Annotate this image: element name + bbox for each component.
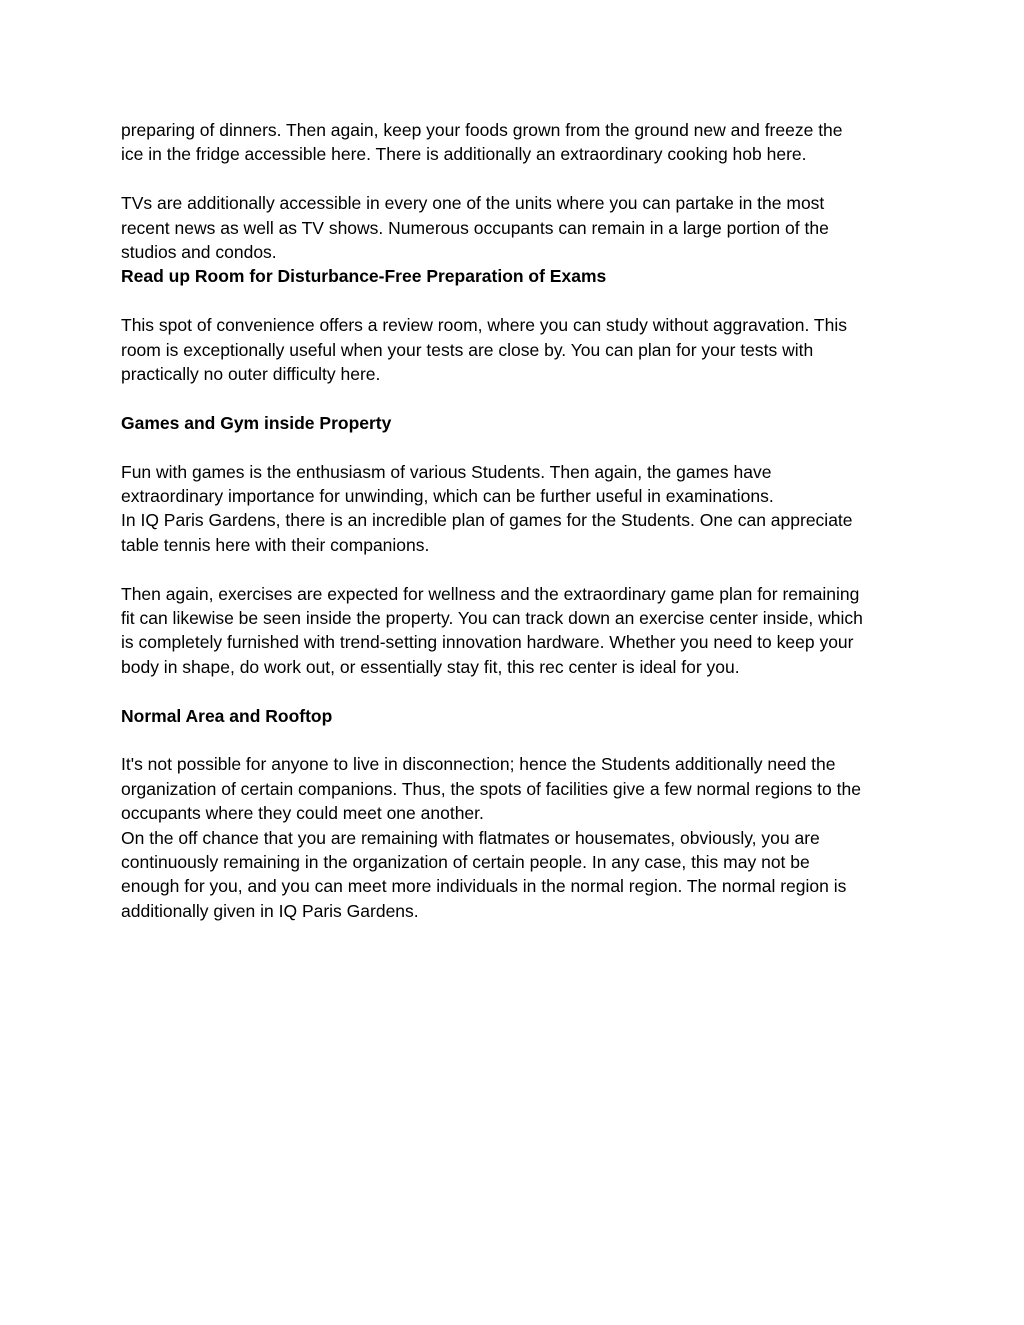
paragraph-kitchen — [121, 118, 911, 167]
text-line: is completely furnished with trend-setting innovation hardware. Whether you need to keep your — [121, 632, 854, 653]
text-line: recent news as well as TV shows. Numerous occupants can remain in a large portion of the — [121, 217, 829, 238]
paragraph-study-room — [121, 313, 911, 386]
paragraph-gap — [121, 435, 911, 459]
paragraph-gap — [121, 386, 911, 410]
text-line: continuously remaining in the organization of certain people. In any case, this may not be — [121, 852, 810, 873]
text-line: ice in the fridge accessible here. There is additionally an extraordinary cooking hob here. — [121, 144, 807, 165]
text-line: table tennis here with their companions. — [121, 534, 430, 555]
text-line: occupants where they could meet one another. — [121, 803, 484, 824]
text-line: TVs are additionally accessible in every one of the units where you can partake in the most — [121, 193, 825, 214]
text-line: In IQ Paris Gardens, there is an incredible plan of games for the Students. One can appreciate — [121, 510, 853, 531]
text-line: preparing of dinners. Then again, keep your foods grown from the ground new and freeze the — [121, 120, 843, 140]
text-line: body in shape, do work out, or essentially stay fit, this rec center is ideal for you. — [121, 656, 740, 677]
paragraph-normal-area — [121, 752, 911, 923]
paragraph-games — [121, 460, 911, 558]
paragraph-gap — [121, 728, 911, 752]
paragraph-gym — [121, 582, 911, 680]
text-line: organization of certain companions. Thus, the spots of facilities give a few normal regions to the — [121, 778, 861, 799]
text-line: studios and condos. — [121, 242, 277, 263]
document-page — [121, 118, 911, 923]
text-line: It's not possible for anyone to live in disconnection; hence the Students additionally need the — [121, 754, 836, 775]
paragraph-gap — [121, 557, 911, 581]
heading-text: Read up Room for Disturbance-Free Preparation of Exams — [121, 266, 607, 287]
text-line: Then again, exercises are expected for wellness and the extraordinary game plan for remaining — [121, 583, 860, 604]
text-line: On the off chance that you are remaining with flatmates or housemates, obviously, you are — [121, 827, 820, 848]
text-line: extraordinary importance for unwinding, which can be further useful in examinations. — [121, 486, 774, 507]
heading-text: Games and Gym inside Property — [121, 412, 392, 433]
text-line: room is exceptionally useful when your tests are close by. You can plan for your tests with — [121, 339, 814, 360]
paragraph-gap — [121, 289, 911, 313]
text-line: Fun with games is the enthusiasm of various Students. Then again, the games have — [121, 461, 772, 482]
heading-text: Normal Area and Rooftop — [121, 705, 333, 726]
heading-normal-area — [121, 704, 911, 728]
paragraph-gap — [121, 679, 911, 703]
paragraph-tv — [121, 191, 911, 264]
text-line: fit can likewise be seen inside the property. You can track down an exercise center inside, which — [121, 608, 863, 629]
text-line: This spot of convenience offers a review room, where you can study without aggravation. This — [121, 315, 847, 336]
heading-study-room — [121, 264, 911, 288]
heading-games-gym — [121, 411, 911, 435]
text-line: practically no outer difficulty here. — [121, 364, 381, 385]
text-line: additionally given in IQ Paris Gardens. — [121, 900, 419, 921]
text-line: enough for you, and you can meet more individuals in the normal region. The normal region is — [121, 876, 847, 897]
paragraph-gap — [121, 167, 911, 191]
